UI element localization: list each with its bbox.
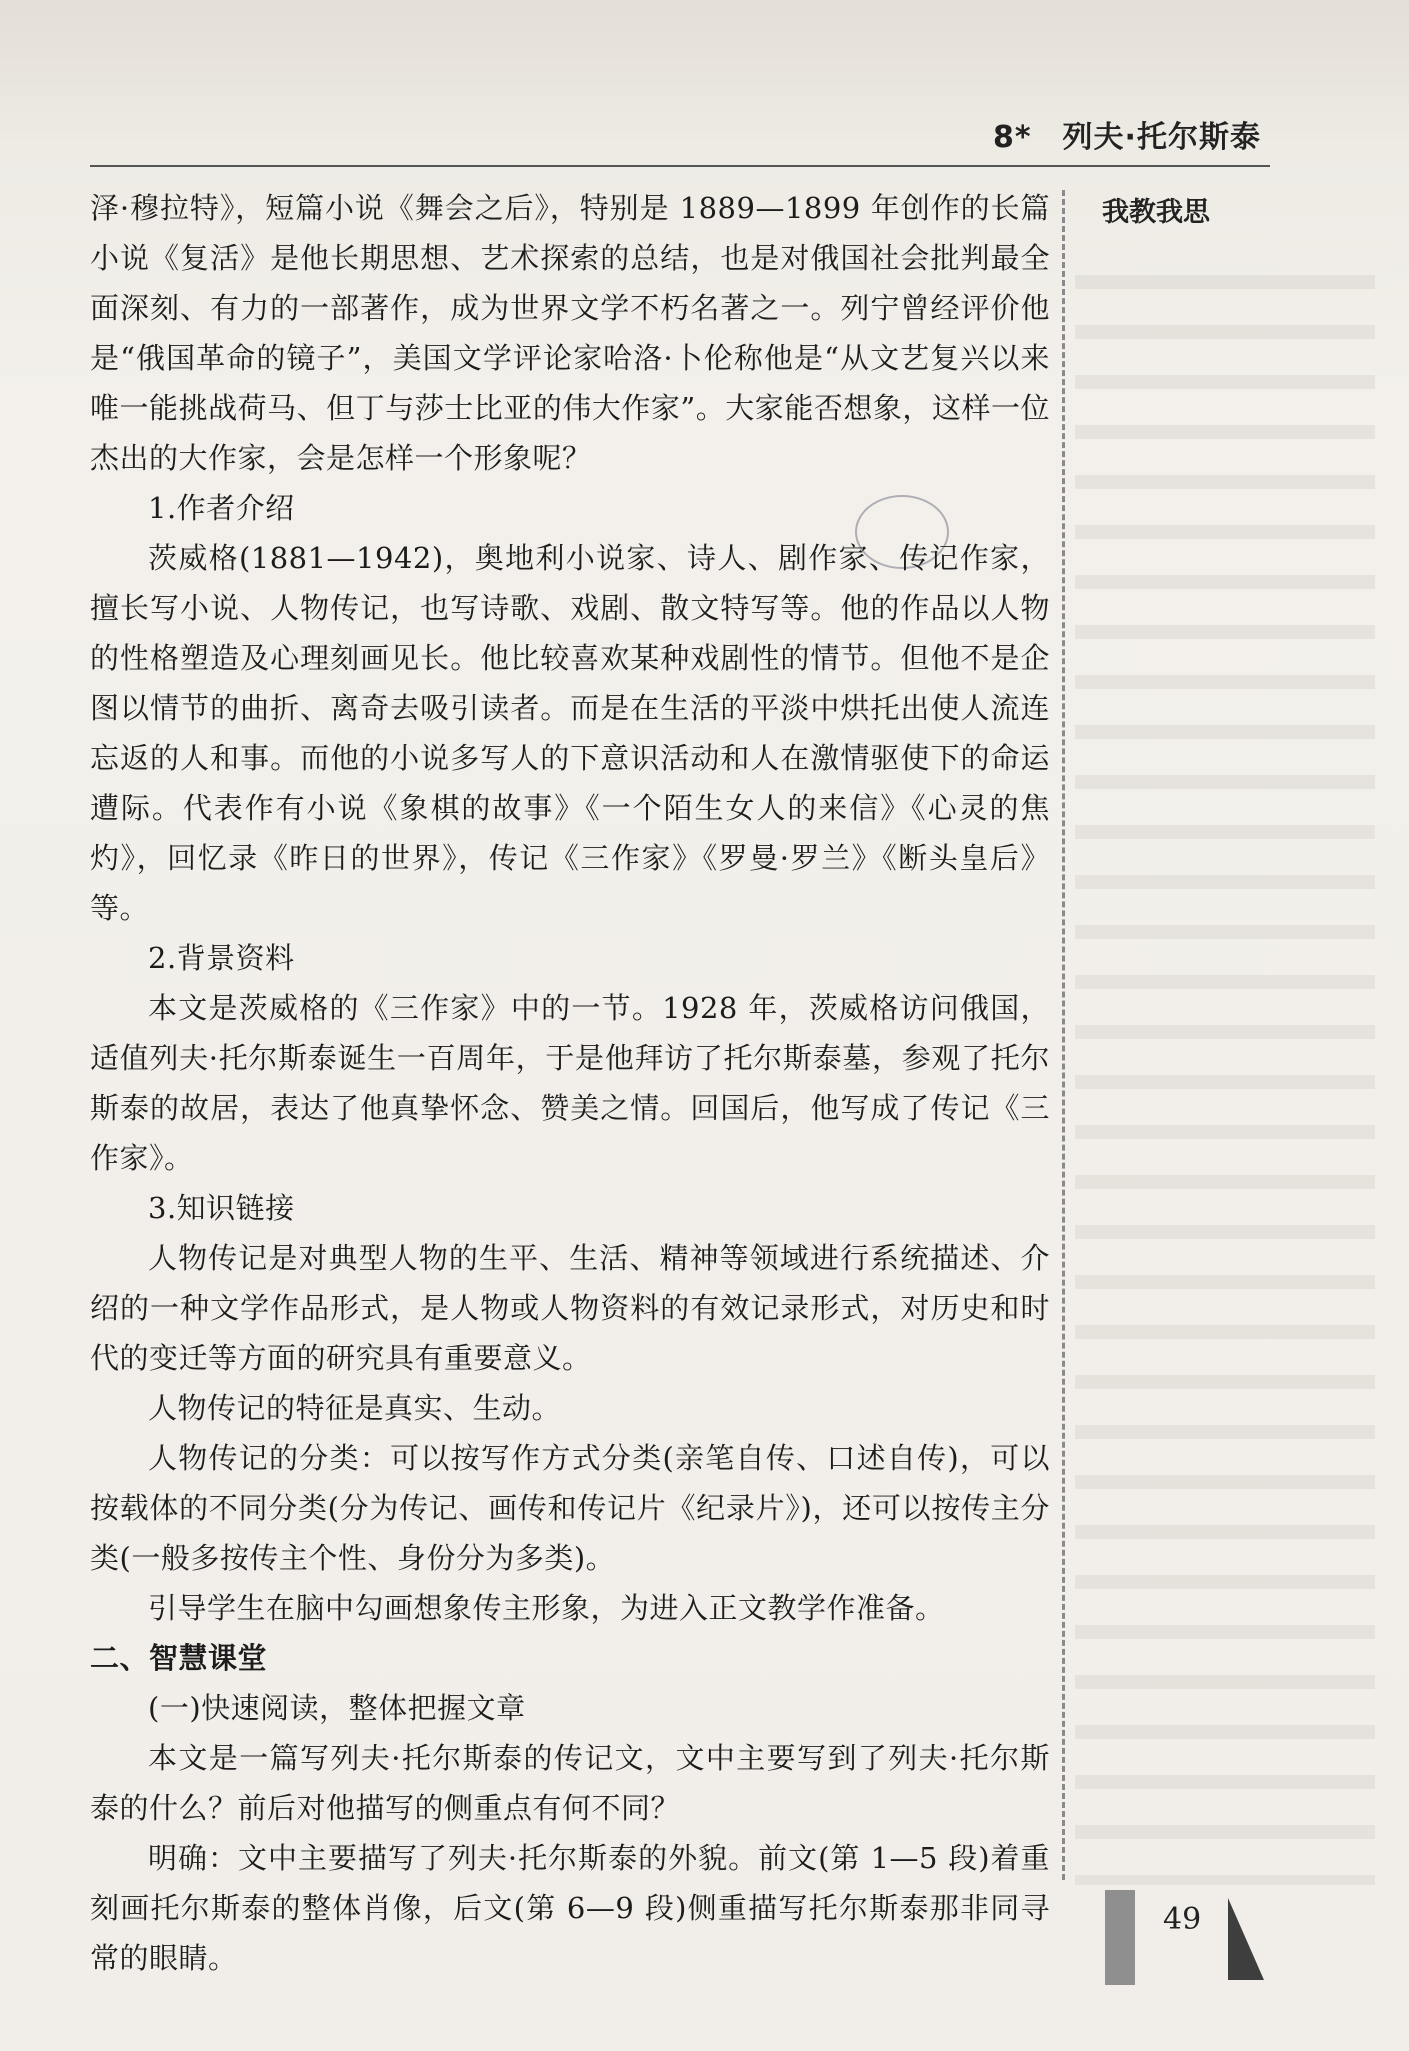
sidebar-divider (1062, 190, 1065, 1880)
main-text (90, 183, 1050, 1983)
paragraph: 泽·穆拉特》，短篇小说《舞会之后》，特别是 1889—1899 年创作的长篇小说《复活》是他长期思想、艺术探索的总结，也是对俄国社会批判最全面深刻、有力的一部著作，成为世界文学不朽名著之一。列宁曾经评价他是“俄国革命的镜子”，美国文学评论家哈洛·卜伦称他是“从文艺复兴以来唯一能挑战荷马、但丁与莎士比亚的伟大作家”。大家能否想象，这样一位杰出的大作家，会是怎样一个形象呢？ (90, 191, 1050, 475)
paragraph: 人物传记是对典型人物的生平、生活、精神等领域进行系统描述、介绍的一种文学作品形式，是人物或人物资料的有效记录形式，对历史和时代的变迁等方面的研究具有重要意义。 (90, 1241, 1050, 1375)
section-heading: 2.背景资料 (148, 941, 295, 975)
header-rule (90, 165, 1270, 167)
sidebar-title: 我教我思 (1102, 197, 1210, 228)
section-heading: 1.作者介绍 (148, 491, 295, 525)
paragraph: 人物传记的特征是真实、生动。 (148, 1391, 562, 1425)
paragraph: 引导学生在脑中勾画想象传主形象，为进入正文教学作准备。 (148, 1591, 945, 1625)
page-number: 49 (1163, 1902, 1202, 1937)
paragraph: 本文是一篇写列夫·托尔斯泰的传记文，文中主要写到了列夫·托尔斯泰的什么？前后对他描写的侧重点有何不同？ (90, 1741, 1050, 1825)
sidebar-notes-area (1075, 245, 1375, 1885)
paragraph: 茨威格(1881—1942)，奥地利小说家、诗人、剧作家、传记作家，擅长写小说、人物传记，也写诗歌、戏剧、散文特写等。他的作品以人物的性格塑造及心理刻画见长。他比较喜欢某种戏剧性的情节。但他不是企图以情节的曲折、离奇去吸引读者。而是在生活的平淡中烘托出使人流连忘返的人和事。而他的小说多写人的下意识活动和人在激情驱使下的命运遭际。代表作有小说《象棋的故事》《一个陌生女人的来信》《心灵的焦灼》，回忆录《昨日的世界》，传记《三作家》《罗曼·罗兰》《断头皇后》等。 (90, 541, 1050, 925)
paragraph: 本文是茨威格的《三作家》中的一节。1928 年，茨威格访问俄国，适值列夫·托尔斯泰诞生一百周年，于是他拜访了托尔斯泰墓，参观了托尔斯泰的故居，表达了他真挚怀念、赞美之情。回国后，他写成了传记《三作家》。 (90, 991, 1050, 1175)
subsection-heading: (一)快速阅读，整体把握文章 (148, 1691, 526, 1725)
paragraph: 人物传记的分类：可以按写作方式分类(亲笔自传、口述自传)，可以按载体的不同分类(分为传记、画传和传记片《纪录片》)，还可以按传主分类(一般多按传主个性、身份分为多类)。 (90, 1441, 1050, 1575)
part-heading: 二、智慧课堂 (90, 1641, 268, 1675)
section-heading: 3.知识链接 (148, 1191, 295, 1225)
running-header-title: 8* 列夫·托尔斯泰 (993, 120, 1261, 155)
paragraph: 明确：文中主要描写了列夫·托尔斯泰的外貌。前文(第 1—5 段)着重刻画托尔斯泰的整体肖像，后文(第 6—9 段)侧重描写托尔斯泰那非同寻常的眼睛。 (90, 1841, 1050, 1975)
footer-bar (1105, 1890, 1135, 1985)
